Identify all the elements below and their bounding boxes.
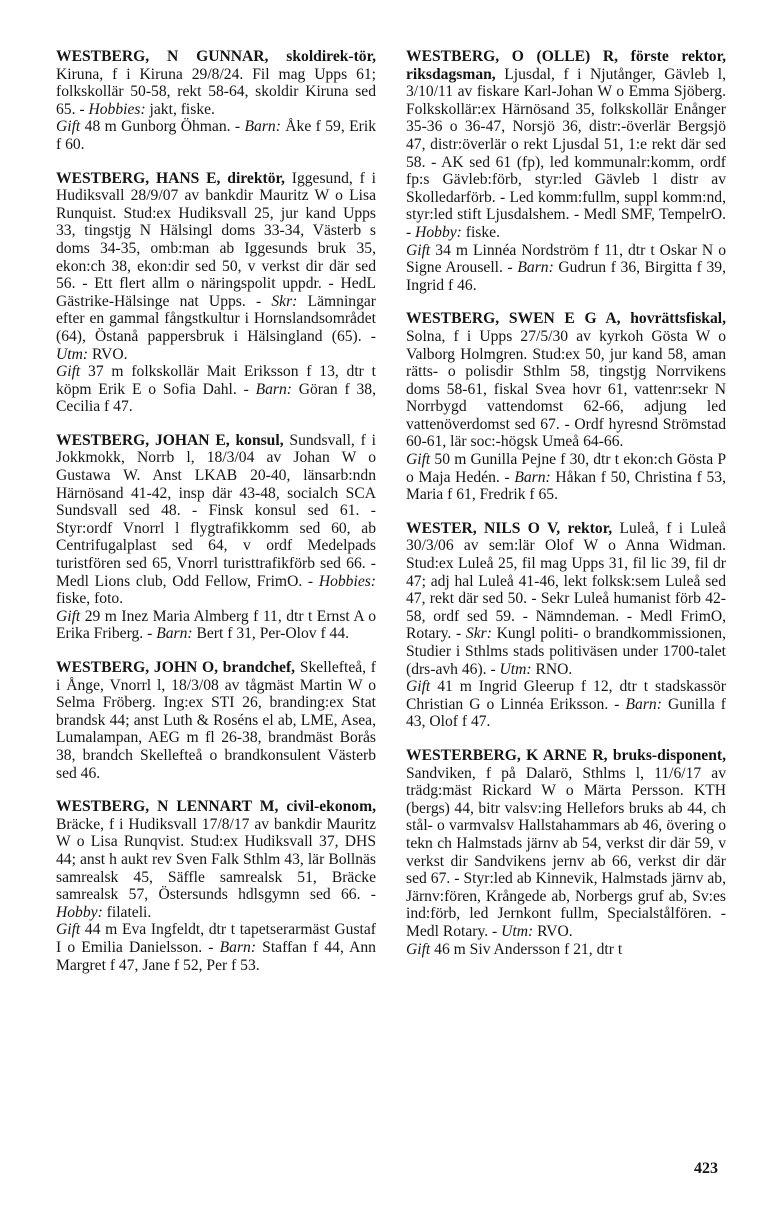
entry: WESTERBERG, K ARNE R, bruks-disponent, Sandviken, f på Dalarö, Sthlms l, 11/6/17 av trädg:mäst Rickard W o Märta Persson. KTH (bergs) 44, bitr valsv:ing Hellefors bruks ab 44, ch stål- o varmvalsv Hallstahammars ab 46, övering o tekn ch Halmstads järnv ab 54, verkst dir där 59, v verkst dir Sandvikens jernv ab 66, verkst dir där sed 67. - Styr:led ab Kinnevik, Halmstads järnv ab, Järnv:fören, Krångede ab, Norbergs gruf ab, Sv:es ind:förb, led Jernkont fullm, Specialstålfören. - Medl Rotary. - Utm: RVO. Gift 46 m Siv Andersson f 21, dtr t xyxy=(406,746,726,958)
entry: WESTBERG, HANS E, direktör, Iggesund, f i Hudiksvall 28/9/07 av bankdir Mauritz W o Lisa Runquist. Stud:ex Hudiksvall 25, jur kand Upps 33, tingstjg N Hälsingl doms 33-34, Västerb s doms 34-35, omb:man ab Iggesunds bruk 35, ekon:ch 38, ekon:dir sed 50, v verkst dir där sed 56. - Ett flert allm o näringspolit uppdr. - HedL Gästrike-Hälsinge nat Upps. - Skr: Lämningar efter en gammal fångstkultur i Hornslandsområdet (64), Östanå pappersbruk i Hälsingland (65). - Utm: RVO. Gift 37 m folkskollär Mait Eriksson f 13, dtr t köpm Erik E o Sofia Dahl. - Barn: Göran f 38, Cecilia f 47. xyxy=(56,169,377,416)
entry: WESTER, NILS O V, rektor, Luleå, f i Luleå 30/3/06 av sem:lär Olof W o Anna Widman. Stud:ex Luleå 25, fil mag Upps 31, fil lic 39, fil dr 47; adj hal Luleå 41-46, lekt folksk:sem Luleå sed 47, rekt där sed 50. - Sekr Luleå humanist förb 42-58, ordf sed 59. - Nämndeman. - Medl FrimO, Rotary. - Skr: Kungl politi- o brandkommissionen, Studier i Sthlms stads politiväsen under 1700-talet (drs-avh 46). - Utm: RNO. Gift 41 m Ingrid Gleerup f 12, dtr t stadskassör Christian G o Linnéa Eriksson. - Barn: Gunilla f 43, Olof f 47. xyxy=(406,519,726,731)
entry: WESTBERG, JOHAN E, konsul, Sundsvall, f i Jokkmokk, Norrb l, 18/3/04 av Johan W o Gustawa W. Anst LKAB 20-40, länsarb:ndn Härnösand 41-42, insp där 43-48, socialch SCA Sundsvall sed 48. - Finsk konsul sed 61. - Styr:ordf Vnorrl l flygtrafikkomm sed 60, ab Centrifugalplast sed 64, v ordf Medelpads turistfören sed 65, Vnorrl turisttrafikförb sed 66. - Medl Lions club, Odd Fellow, FrimO. - Hobbies: fiske, foto. Gift 29 m Inez Maria Almberg f 11, dtr t Ernst A o Erika Friberg. - Barn: Bert f 31, Per-Olov f 44. xyxy=(56,431,376,643)
entry: WESTBERG, JOHN O, brandchef, Skellefteå, f i Ånge, Vnorrl l, 18/3/08 av tågmäst Martin W o Selma Fröberg. Ing:ex STI 26, branding:ex Stat brandsk 44; anst Luth & Roséns el ab, LME, Asea, Lumalampan, AEG m fl 26-38, brandmäst Borås 38, brandch Skellefteå o brandkonsulent Västerb sed 46. xyxy=(56,659,377,782)
entry-heading: WESTBERG, SWEN E G A, hovrättsfiskal, xyxy=(406,310,726,328)
entry-heading: WESTBERG, O (OLLE) R, förste rektor, riksdagsman, xyxy=(406,48,726,83)
page-number: 423 xyxy=(694,1160,718,1177)
right-column xyxy=(406,48,726,974)
entry: WESTBERG, N LENNART M, civil-ekonom, Bräcke, f i Hudiksvall 17/8/17 av bankdir Mauritz W o Lisa Runqvist. Stud:ex Hudiksvall 37, DHS 44; anst h aukt rev Sven Falk Sthlm 43, lär Bollnäs samrealsk 45, Säffle samrealsk 51, Bräcke samrealsk 57, Östersunds hdlsgymn sed 66. - Hobby: filateli. Gift 44 m Eva Ingfeldt, dtr t tapetserarmäst Gustaf I o Emilia Danielsson. - Barn: Staffan f 44, Ann Margret f 47, Jane f 52, Per f 53. xyxy=(56,798,376,974)
entry-heading: WESTBERG, HANS E, direktör, xyxy=(56,169,285,187)
entry-heading: WESTBERG, N LENNART M, civil-ekonom, xyxy=(56,798,376,816)
left-column xyxy=(56,48,376,990)
entry-heading: WESTBERG, JOHAN E, konsul, xyxy=(56,431,284,449)
entry: WESTBERG, N GUNNAR, skoldirek-tör, Kiruna, f i Kiruna 29/8/24. Fil mag Upps 61; folkskollär 50-58, rekt 58-64, skoldir Kiruna sed 65. - Hobbies: jakt, fiske. Gift 48 m Gunborg Öhman. - Barn: Åke f 59, Erik f 60. xyxy=(56,48,376,153)
entry: WESTBERG, SWEN E G A, hovrättsfiskal, Solna, f i Upps 27/5/30 av kyrkoh Gösta W o Valborg Holmgren. Stud:ex 50, jur kand 58, aman rätts- o polisdir Sthlm 58, tingstjg Norrvikens doms 58-61, fiskal Svea hovr 61, vattenr:sekr N Norrbygd vattendomst 62-66, adjung led vattenöverdomst sed 67. - Ordf hyresnd Strömstad 60-61, lär soc:-högsk Umeå 64-66. Gift 50 m Gunilla Pejne f 30, dtr t ekon:ch Gösta P o Maja Hedén. - Barn: Håkan f 50, Christina f 53, Maria f 61, Fredrik f 65. xyxy=(406,310,726,504)
entry-heading: WESTER, NILS O V, rektor, xyxy=(406,519,613,537)
entry: WESTBERG, O (OLLE) R, förste rektor, riksdagsman, Ljusdal, f i Njutånger, Gävleb l, 3/10/11 av fiskare Karl-Johan W o Emma Sjöberg. Folkskollär:ex Härnösand 35, folkskollär Enånger 35-36 o 36-47, Norsjö 36, distr:-överlär Bergsjö 47, distr:överlär o rekt Ljusdal 51, 1:e rekt där sed 58. - AK sed 61 (fp), led kommunalr:komm, ordf fp:s Gävleb:förb, styr:led Gävleb l distr av Skolledarförb. - Led komm:fullm, suppl komm:nd, styr:led stift Ljusdalshem. - Medl SMF, TempelrO. - Hobby: fiske. Gift 34 m Linnéa Nordström f 11, dtr t Oskar N o Signe Arousell. - Barn: Gudrun f 36, Birgitta f 39, Ingrid f 46. xyxy=(406,48,727,294)
entry-heading: WESTBERG, N GUNNAR, skoldirek-tör, xyxy=(56,48,376,65)
entry-heading: WESTBERG, JOHN O, brandchef, xyxy=(56,659,296,676)
entry-heading: WESTERBERG, K ARNE R, bruks-disponent, xyxy=(406,746,726,764)
